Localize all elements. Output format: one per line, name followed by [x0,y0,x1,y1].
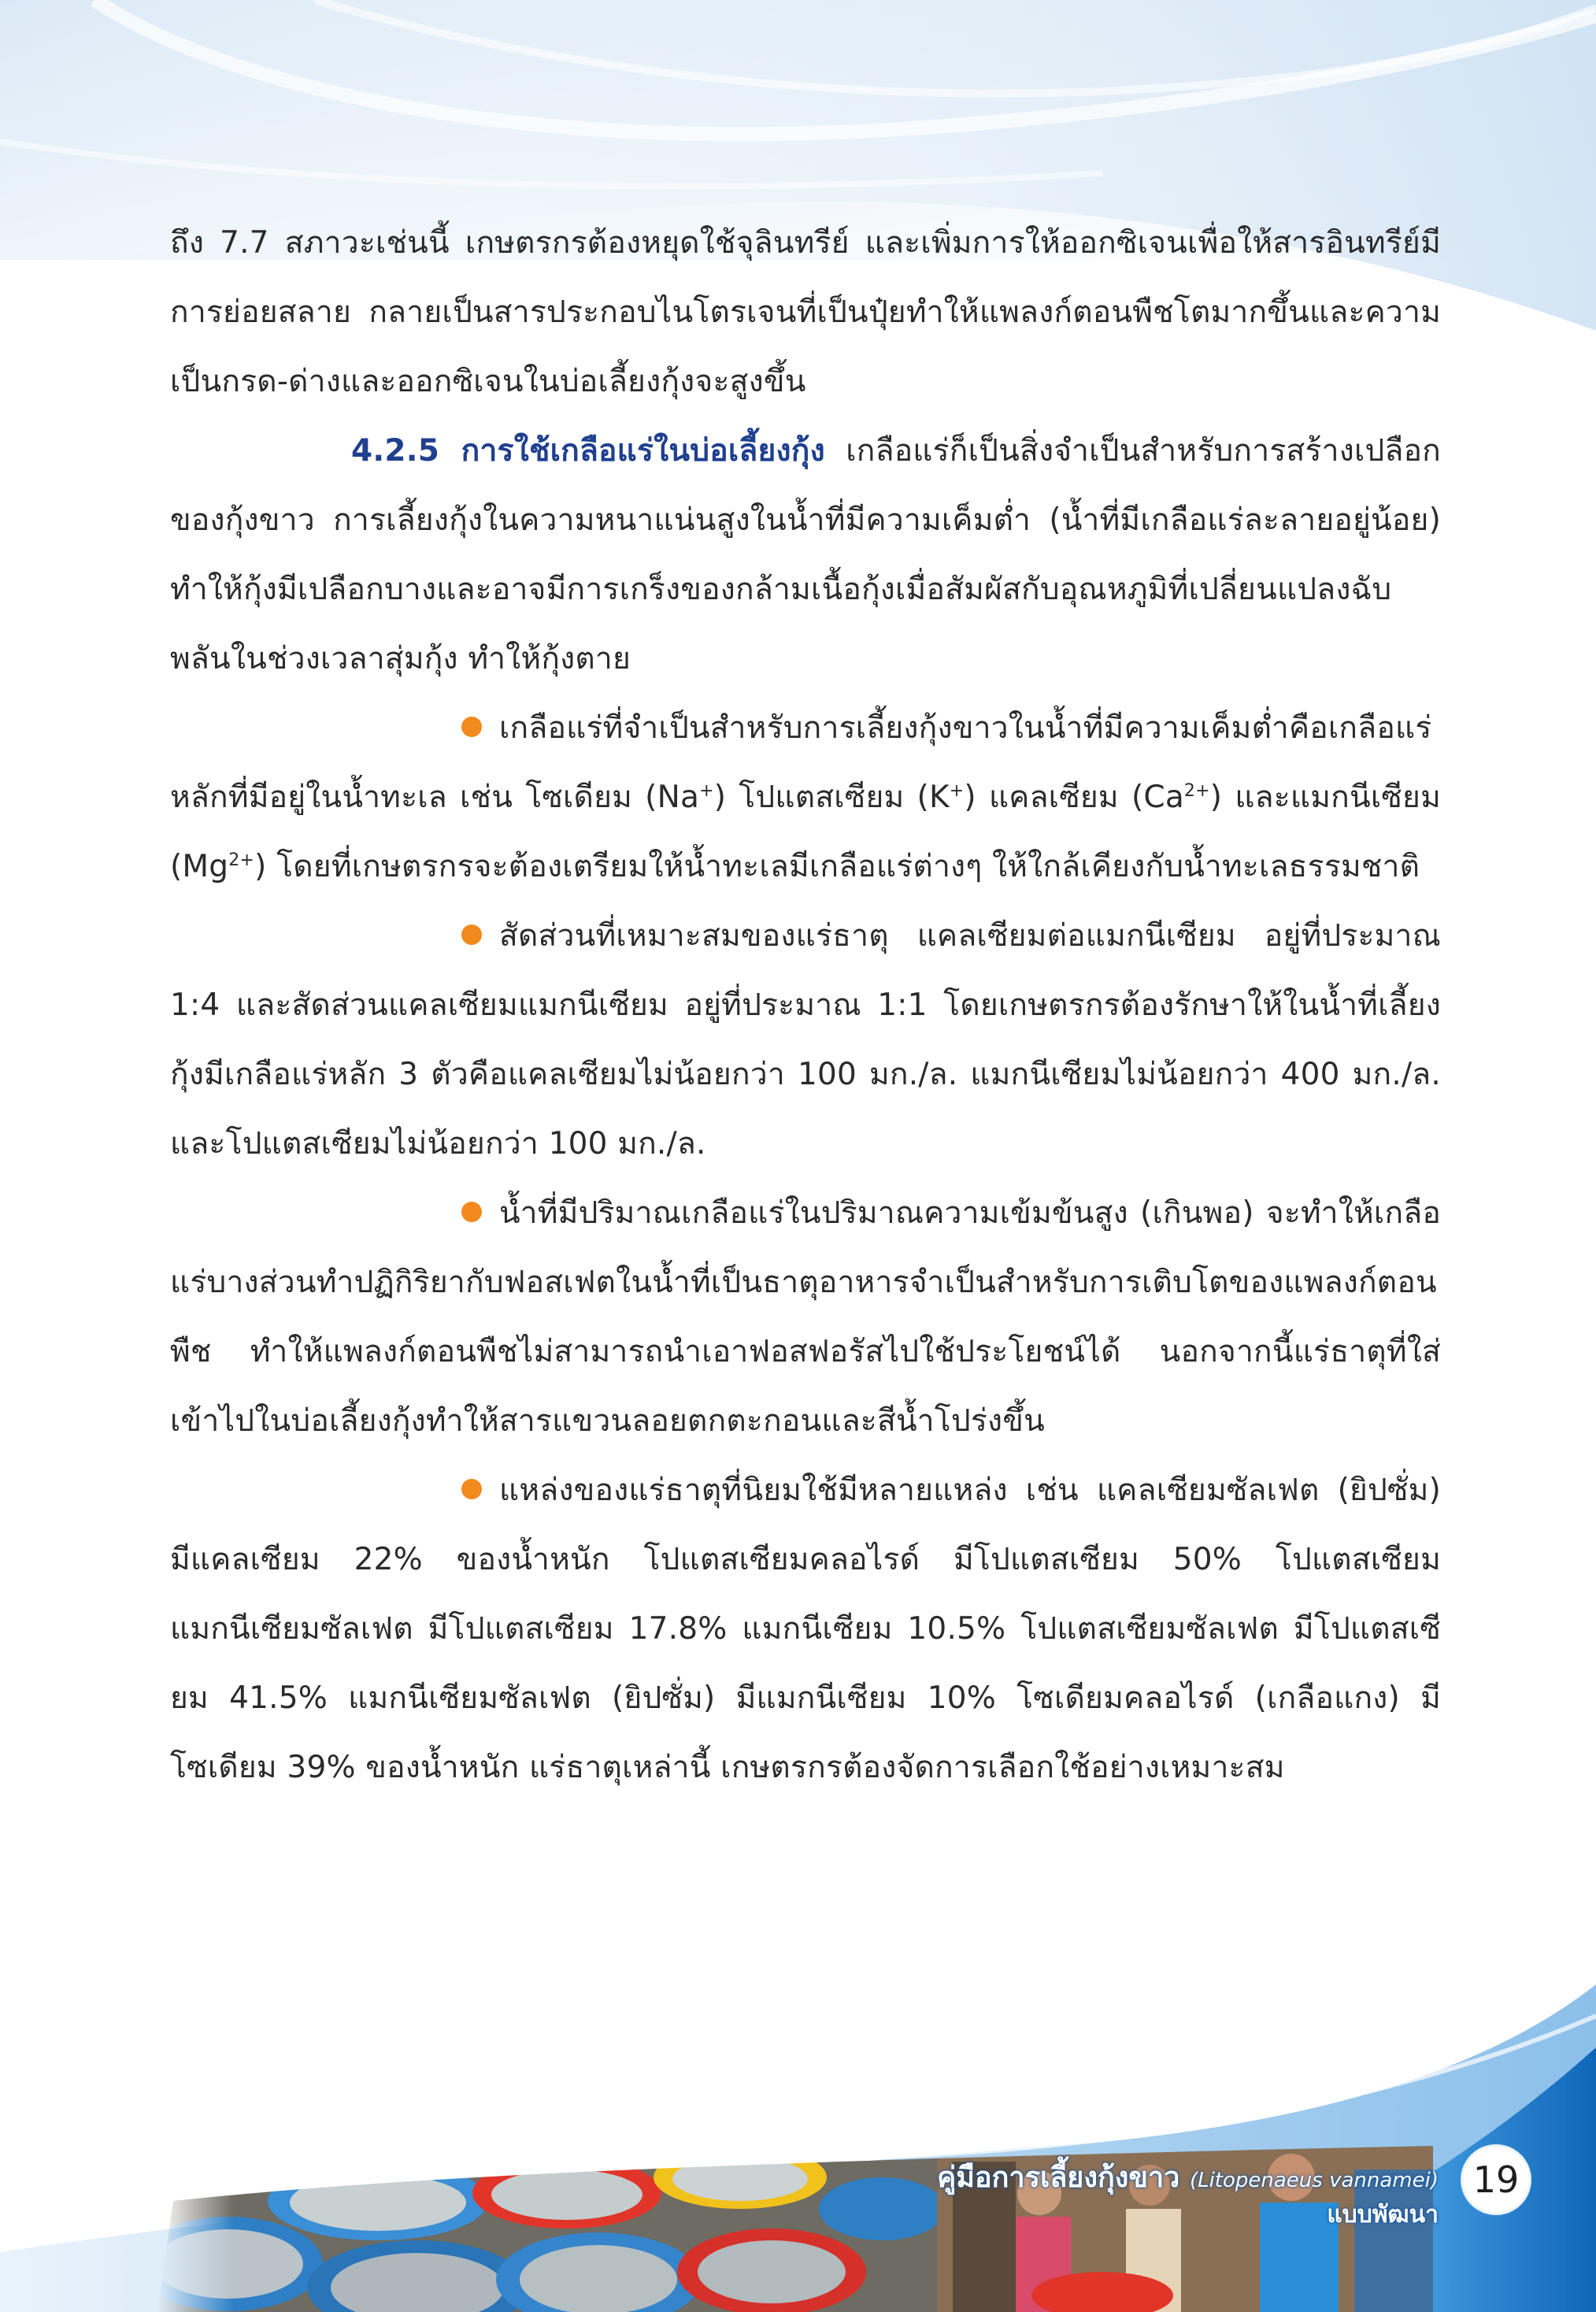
bullet-text-part: ) โปแตสเซียม (K [713,780,950,815]
page-number: 19 [1463,2147,1529,2213]
ion-charge: + [699,781,714,801]
orange-dot-icon [461,1479,482,1499]
orange-dot-icon [461,1202,482,1222]
bullet-item-essential-minerals [170,694,1441,902]
footer-book-title [937,2161,1439,2232]
paragraph-ph-condition [170,209,1441,417]
bullet-text-part: ) โดยที่เกษตรกรจะต้องเตรียมให้น้ำทะเลมีเกลือแร่ต่างๆ ให้ใกล้เคียงกับน้ำทะเลธรรมชาติ [254,849,1420,884]
section-heading: 4.2.5 การใช้เกลือแร่ในบ่อเลี้ยงกุ้ง [351,433,825,469]
section-intro-text: เกลือแร่ก็เป็นสิ่งจำเป็นสำหรับการสร้างเปลือกของกุ้งขาว การเลี้ยงกุ้งในความหนาแน่นสูงในน้ำที่มีความเค็มต่ำ (น้ำที่มีเกลือแร่ละลายอยู่น้อย) ทำให้กุ้งมีเปลือกบางและอาจมีการเกร็งของกล้ามเนื้อกุ้งเมื่อสัมผัสกับอุณหภูมิที่เปลี่ยนแปลงฉับพลันในช่วงเวลาสุ่มกุ้ง ทำให้กุ้งตาย [170,433,1441,676]
bullet-text-part: เกลือแร่ที่จำเป็นสำหรับการเลี้ยงกุ้งขาวในน้ำที่มีความเค็มต่ำคือเกลือแร่หลักที่มีอยู่ในน้ำทะเล เช่น โซเดียม (Na [170,710,1432,815]
ion-charge: + [949,781,965,801]
paragraph-ph-condition-text: ถึง 7.7 สภาวะเช่นนี้ เกษตรกรต้องหยุดใช้จุลินทรีย์ และเพิ่มการให้ออกซิเจนเพื่อให้สารอินทรีย์มีการย่อยสลาย กลายเป็นสารประกอบไนโตรเจนที่เป็นปุ๋ยทำให้แพลงก์ตอนพืชโตมากขึ้นและความเป็นกรด-ด่างและออกซิเจนในบ่อเลี้ยงกุ้งจะสูงขึ้น [170,225,1441,399]
footer-subtitle: แบบพัฒนา [1327,2201,1439,2229]
bullet-text-part: ) และแมกนีเซียม (Mg [170,780,1441,884]
bullet-item-mineral-ratio [170,902,1441,1179]
document-body [170,209,1441,1803]
bullet-text: แหล่งของแร่ธาตุที่นิยมใช้มีหลายแหล่ง เช่น แคลเซียมซัลเฟต (ยิปซั่ม) มีแคลเซียม 22% ของน้ำหนัก โปแตสเซียมคลอไรด์ มีโปแตสเซียม 50% โปแตสเซียมแมกนีเซียมซัลเฟต มีโปแตสเซียม 17.8% แมกนีเซียม 10.5% โปแตสเซียมซัลเฟต มีโปแตสเซียม 41.5% แมกนีเซียมซัลเฟต (ยิปซั่ม) มีแมกนีเซียม 10% โซเดียมคลอไรด์ (เกลือแกง) มีโซเดียม 39% ของน้ำหนัก แร่ธาตุเหล่านี้ เกษตรกรต้องจัดการเลือกใช้อย่างเหมาะสม [170,1473,1441,1785]
ion-charge: 2+ [228,850,255,870]
ion-charge: 2+ [1183,781,1210,801]
paragraph-mineral-section [170,417,1441,694]
orange-dot-icon [461,924,482,945]
bullet-item-excess-minerals [170,1179,1441,1456]
footer-title-latin: (Litopenaeus vannamei) [1189,2169,1439,2192]
footer-title-thai: คู่มือการเลี้ยงกุ้งขาว [937,2162,1180,2194]
bullet-text: สัดส่วนที่เหมาะสมของแร่ธาตุ แคลเซียมต่อแมกนีเซียม อยู่ที่ประมาณ 1:4 และสัดส่วนแคลเซียมแมกนีเซียม อยู่ที่ประมาณ 1:1 โดยเกษตรกรต้องรักษาให้ในน้ำที่เลี้ยงกุ้งมีเกลือแร่หลัก 3 ตัวคือแคลเซียมไม่น้อยกว่า 100 มก./ล. แมกนีเซียมไม่น้อยกว่า 400 มก./ล. และโปแตสเซียมไม่น้อยกว่า 100 มก./ล. [170,918,1441,1162]
orange-dot-icon [461,717,482,737]
bullet-text-part: ) แคลเซียม (Ca [964,780,1184,815]
bullet-text: น้ำที่มีปริมาณเกลือแร่ในปริมาณความเข้มข้นสูง (เกินพอ) จะทำให้เกลือแร่บางส่วนทำปฏิกิริยากับฟอสเฟตในน้ำที่เป็นธาตุอาหารจำเป็นสำหรับการเติบโตของแพลงก์ตอนพืช ทำให้แพลงก์ตอนพืชไม่สามารถนำเอาฟอสฟอรัสไปใช้ประโยชน์ได้ นอกจากนี้แร่ธาตุที่ใส่เข้าไปในบ่อเลี้ยงกุ้งทำให้สารแขวนลอยตกตะกอนและสีน้ำโปร่งขึ้น [170,1195,1441,1439]
bullet-item-mineral-sources [170,1456,1441,1803]
